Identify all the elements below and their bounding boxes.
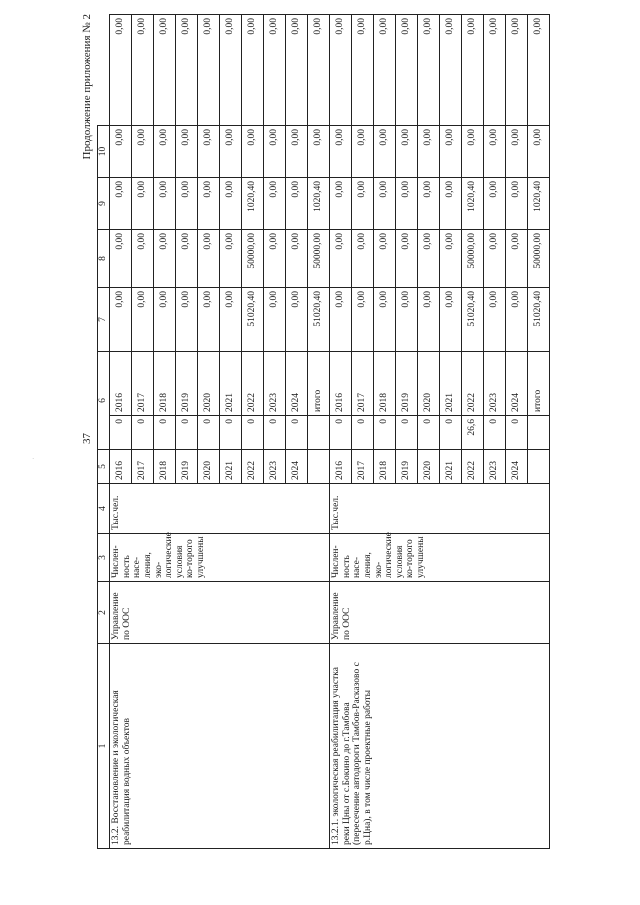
total-funding: 0,00	[506, 288, 528, 352]
total-funding: 0,00	[396, 288, 418, 352]
indicator-value: 0	[220, 416, 242, 450]
finance-year: 2016	[330, 352, 352, 416]
indicator-year: 2022	[462, 450, 484, 484]
regional-funding: 1020,40	[462, 178, 484, 230]
indicator-value: 0	[110, 416, 132, 450]
total-funding: 0,00	[110, 288, 132, 352]
measure-name: 13.2. Восстановление и экологическая реабилитация водных объектов	[110, 644, 330, 849]
indicator-year: 2017	[352, 450, 374, 484]
local-funding: 0,00	[462, 126, 484, 178]
other-funding: 0,00	[154, 15, 176, 126]
indicator-value: 0	[330, 416, 352, 450]
federal-funding: 0,00	[352, 230, 374, 288]
local-funding: 0,00	[330, 126, 352, 178]
other-funding: 0,00	[396, 15, 418, 126]
indicator-value: 26,6	[462, 416, 484, 450]
federal-funding: 0,00	[396, 230, 418, 288]
federal-funding: 50000,00	[242, 230, 264, 288]
total-funding: 0,00	[418, 288, 440, 352]
other-funding: 0,00	[176, 15, 198, 126]
regional-funding: 0,00	[132, 178, 154, 230]
federal-funding: 50000,00	[308, 230, 330, 288]
executor: Управление по ООС	[110, 582, 330, 644]
other-funding: 0,00	[308, 15, 330, 126]
local-funding: 0,00	[198, 126, 220, 178]
other-funding: 0,00	[440, 15, 462, 126]
finance-year: 2018	[154, 352, 176, 416]
finance-year: 2023	[484, 352, 506, 416]
indicator-value: 0	[374, 416, 396, 450]
local-funding: 0,00	[154, 126, 176, 178]
total-funding: 0,00	[154, 288, 176, 352]
total-funding: 0,00	[176, 288, 198, 352]
unit: Тыс.чел.	[330, 484, 550, 534]
indicator-value: 0	[198, 416, 220, 450]
indicator-year: 2016	[330, 450, 352, 484]
finance-year: итого	[308, 352, 330, 416]
indicator-value: 0	[264, 416, 286, 450]
other-funding: 0,00	[418, 15, 440, 126]
regional-funding: 1020,40	[528, 178, 550, 230]
col-number: 7	[98, 288, 110, 352]
table-row	[110, 15, 132, 849]
federal-funding: 0,00	[330, 230, 352, 288]
indicator-year: 2016	[110, 450, 132, 484]
indicator-year: 2021	[440, 450, 462, 484]
indicator-value: 0	[484, 416, 506, 450]
other-funding: 0,00	[462, 15, 484, 126]
indicator-year: 2021	[220, 450, 242, 484]
local-funding: 0,00	[418, 126, 440, 178]
local-funding: 0,00	[374, 126, 396, 178]
finance-year: 2019	[176, 352, 198, 416]
continuation-caption: Продолжение приложения № 2	[81, 14, 93, 160]
appendix-table	[97, 14, 550, 849]
federal-funding: 0,00	[506, 230, 528, 288]
col-number: 10	[98, 126, 110, 178]
indicator-value	[528, 416, 550, 450]
federal-funding: 0,00	[286, 230, 308, 288]
federal-funding: 0,00	[374, 230, 396, 288]
rotated-page	[79, 14, 640, 849]
regional-funding: 0,00	[506, 178, 528, 230]
other-funding: 0,00	[286, 15, 308, 126]
local-funding: 0,00	[264, 126, 286, 178]
total-funding: 0,00	[198, 288, 220, 352]
local-funding: 0,00	[242, 126, 264, 178]
federal-funding: 0,00	[154, 230, 176, 288]
regional-funding: 0,00	[286, 178, 308, 230]
indicator-year: 2018	[374, 450, 396, 484]
total-funding: 51020,40	[242, 288, 264, 352]
indicator-year: 2018	[154, 450, 176, 484]
finance-year: 2022	[242, 352, 264, 416]
other-funding: 0,00	[506, 15, 528, 126]
executor: Управление по ООС	[330, 582, 550, 644]
total-funding: 0,00	[374, 288, 396, 352]
finance-year: 2024	[506, 352, 528, 416]
col-number: 5	[98, 450, 110, 484]
col-number: 8	[98, 230, 110, 288]
finance-year: 2019	[396, 352, 418, 416]
col-number: 3	[98, 534, 110, 582]
indicator-value: 0	[154, 416, 176, 450]
federal-funding: 0,00	[418, 230, 440, 288]
federal-funding: 0,00	[264, 230, 286, 288]
indicator-value: 0	[242, 416, 264, 450]
total-funding: 0,00	[352, 288, 374, 352]
finance-year: итого	[528, 352, 550, 416]
federal-funding: 0,00	[220, 230, 242, 288]
indicator-value: 0	[176, 416, 198, 450]
local-funding: 0,00	[396, 126, 418, 178]
indicator-year: 2022	[242, 450, 264, 484]
indicator-year: 2020	[418, 450, 440, 484]
other-funding: 0,00	[484, 15, 506, 126]
finance-year: 2018	[374, 352, 396, 416]
federal-funding: 50000,00	[462, 230, 484, 288]
other-funding: 0,00	[264, 15, 286, 126]
indicator-name: Числен-ность насе-ления, эко-логические условия ко-торого улучшены	[330, 534, 550, 582]
local-funding: 0,00	[110, 126, 132, 178]
indicator-year: 2020	[198, 450, 220, 484]
indicator-value: 0	[440, 416, 462, 450]
total-funding: 0,00	[132, 288, 154, 352]
finance-year: 2017	[352, 352, 374, 416]
other-funding: 0,00	[242, 15, 264, 126]
local-funding: 0,00	[506, 126, 528, 178]
indicator-value: 0	[418, 416, 440, 450]
finance-year: 2020	[418, 352, 440, 416]
local-funding: 0,00	[220, 126, 242, 178]
federal-funding: 0,00	[484, 230, 506, 288]
regional-funding: 0,00	[440, 178, 462, 230]
measure-name: 13.2.1. экологическая реабилитация участка реки Цны от с.Бокино до г.Тамбова (пересечение автодороги Тамбов-Расказово с р.Цна), в том числе проектные работы	[330, 644, 550, 849]
indicator-year: 2023	[484, 450, 506, 484]
unit: Тыс.чел.	[110, 484, 330, 534]
indicator-year: 2017	[132, 450, 154, 484]
total-funding: 0,00	[220, 288, 242, 352]
col-number: 4	[98, 484, 110, 534]
table-row	[330, 15, 352, 849]
regional-funding: 0,00	[418, 178, 440, 230]
other-funding: 0,00	[374, 15, 396, 126]
other-funding: 0,00	[220, 15, 242, 126]
indicator-year	[528, 450, 550, 484]
federal-funding: 0,00	[110, 230, 132, 288]
local-funding: 0,00	[176, 126, 198, 178]
other-funding: 0,00	[132, 15, 154, 126]
col-number: 2	[98, 582, 110, 644]
finance-year: 2020	[198, 352, 220, 416]
finance-year: 2021	[220, 352, 242, 416]
other-funding: 0,00	[330, 15, 352, 126]
regional-funding: 0,00	[154, 178, 176, 230]
finance-year: 2017	[132, 352, 154, 416]
federal-funding: 0,00	[198, 230, 220, 288]
finance-year: 2022	[462, 352, 484, 416]
local-funding: 0,00	[352, 126, 374, 178]
local-funding: 0,00	[528, 126, 550, 178]
total-funding: 51020,40	[528, 288, 550, 352]
local-funding: 0,00	[440, 126, 462, 178]
federal-funding: 0,00	[440, 230, 462, 288]
indicator-name: Числен-ность насе-ления, эко-логические условия ко-торого улучшены	[110, 534, 330, 582]
scan-mark: ·	[32, 455, 35, 463]
finance-year: 2016	[110, 352, 132, 416]
federal-funding: 0,00	[176, 230, 198, 288]
indicator-value: 0	[352, 416, 374, 450]
indicator-value: 0	[132, 416, 154, 450]
finance-year: 2021	[440, 352, 462, 416]
page-number: 37	[81, 433, 93, 444]
indicator-year: 2024	[506, 450, 528, 484]
regional-funding: 1020,40	[308, 178, 330, 230]
regional-funding: 1020,40	[242, 178, 264, 230]
regional-funding: 0,00	[264, 178, 286, 230]
table-body	[110, 15, 550, 849]
indicator-year: 2019	[176, 450, 198, 484]
federal-funding: 0,00	[132, 230, 154, 288]
col-number: 9	[98, 178, 110, 230]
indicator-value: 0	[286, 416, 308, 450]
regional-funding: 0,00	[198, 178, 220, 230]
regional-funding: 0,00	[176, 178, 198, 230]
other-funding: 0,00	[528, 15, 550, 126]
federal-funding: 50000,00	[528, 230, 550, 288]
indicator-value: 0	[396, 416, 418, 450]
indicator-year	[308, 450, 330, 484]
local-funding: 0,00	[308, 126, 330, 178]
total-funding: 51020,40	[308, 288, 330, 352]
other-funding: 0,00	[352, 15, 374, 126]
local-funding: 0,00	[484, 126, 506, 178]
indicator-year: 2023	[264, 450, 286, 484]
regional-funding: 0,00	[484, 178, 506, 230]
local-funding: 0,00	[132, 126, 154, 178]
regional-funding: 0,00	[352, 178, 374, 230]
total-funding: 0,00	[440, 288, 462, 352]
other-funding: 0,00	[110, 15, 132, 126]
regional-funding: 0,00	[220, 178, 242, 230]
finance-year: 2023	[264, 352, 286, 416]
total-funding: 0,00	[330, 288, 352, 352]
indicator-year: 2019	[396, 450, 418, 484]
indicator-value	[308, 416, 330, 450]
indicator-year: 2024	[286, 450, 308, 484]
total-funding: 51020,40	[462, 288, 484, 352]
regional-funding: 0,00	[374, 178, 396, 230]
total-funding: 0,00	[264, 288, 286, 352]
column-number-row	[98, 15, 110, 849]
col-number: 1	[98, 644, 110, 849]
total-funding: 0,00	[484, 288, 506, 352]
other-funding: 0,00	[198, 15, 220, 126]
finance-year: 2024	[286, 352, 308, 416]
regional-funding: 0,00	[330, 178, 352, 230]
regional-funding: 0,00	[110, 178, 132, 230]
local-funding: 0,00	[286, 126, 308, 178]
total-funding: 0,00	[286, 288, 308, 352]
indicator-value: 0	[506, 416, 528, 450]
col-number: 6	[98, 352, 110, 450]
regional-funding: 0,00	[396, 178, 418, 230]
